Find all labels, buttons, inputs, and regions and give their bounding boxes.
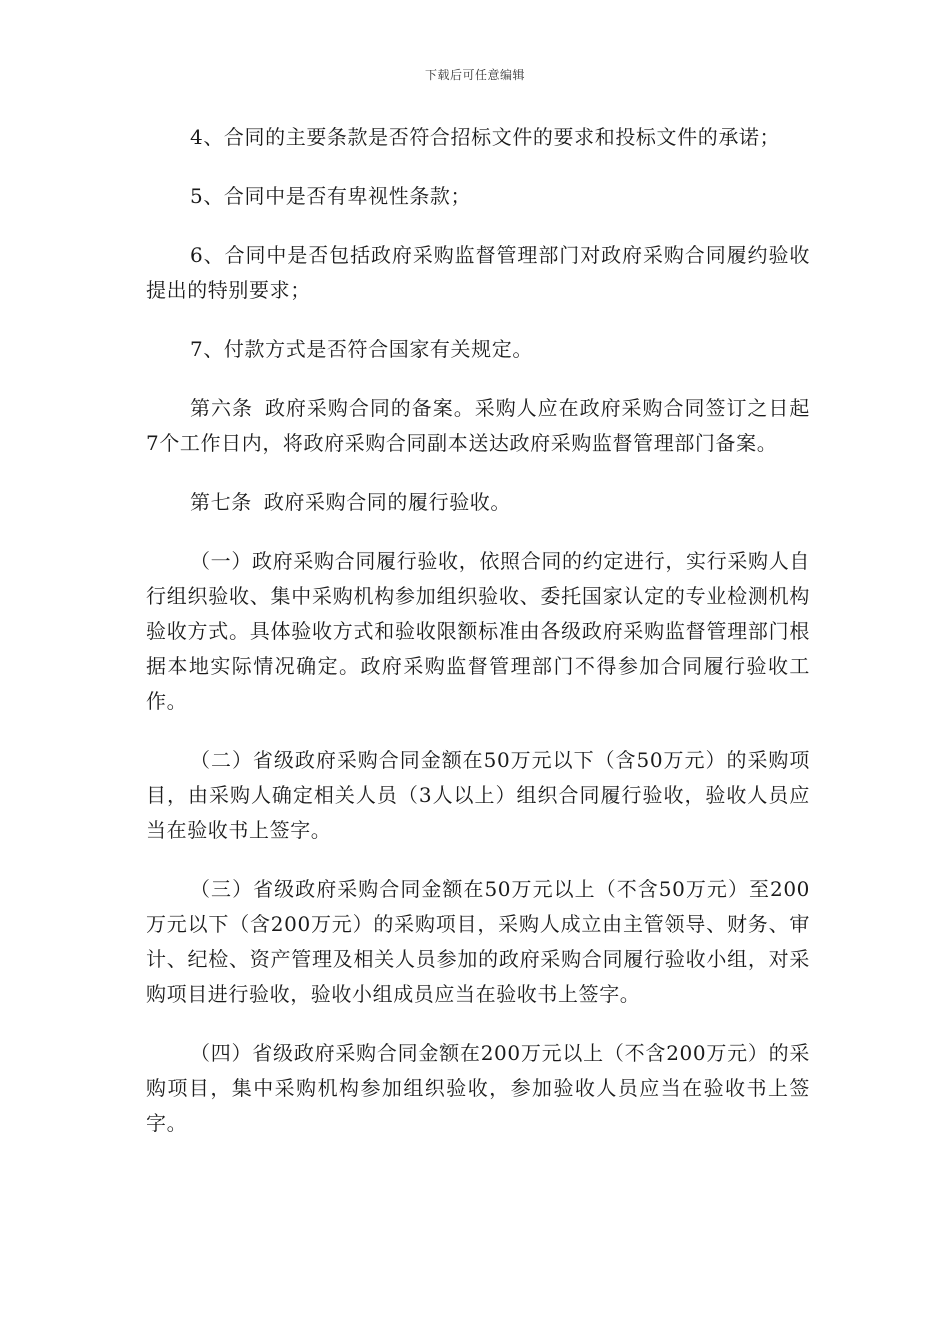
paragraph-text: 政府采购合同的备案。采购人应在政府采购合同签订之日起7个工作日内，将政府采购合同副本送达政府采购监督管理部门备案。 <box>146 396 810 455</box>
clause-item-4 <box>146 120 810 155</box>
paragraph-text: 政府采购合同的履行验收。 <box>263 490 512 514</box>
paragraph-text: （四）省级政府采购合同金额在200万元以上（不含200万元）的采购项目，集中采购机构参加组织验收，参加验收人员应当在验收书上签字。 <box>146 1041 810 1135</box>
paragraph-text: 6、合同中是否包括政府采购监督管理部门对政府采购合同履约验收提出的特别要求； <box>146 243 810 302</box>
article-6 <box>146 391 810 461</box>
sub-clause-4 <box>146 1036 810 1141</box>
sub-clause-3 <box>146 872 810 1012</box>
clause-item-5 <box>146 179 810 214</box>
paragraph-text: （二）省级政府采购合同金额在50万元以下（含50万元）的采购项目，由采购人确定相关人员（3人以上）组织合同履行验收，验收人员应当在验收书上签字。 <box>146 748 810 842</box>
paragraph-text: 5、合同中是否有卑视性条款； <box>190 184 472 208</box>
paragraph-text: （三）省级政府采购合同金额在50万元以上（不含50万元）至200万元以下（含200万元）的采购项目，采购人成立由主管领导、财务、审计、纪检、资产管理及相关人员参加的政府采购合同履行验收小组，对采购项目进行验收，验收小组成员应当在验收书上签字。 <box>146 877 810 1006</box>
clause-item-6 <box>146 238 810 308</box>
paragraph-text: 7、付款方式是否符合国家有关规定。 <box>190 337 533 361</box>
sub-clause-1 <box>146 544 810 719</box>
clause-item-7 <box>146 332 810 367</box>
sub-clause-2 <box>146 743 810 848</box>
document-body <box>146 120 810 1165</box>
page-header: 下载后可任意编辑 <box>424 68 525 82</box>
article-7 <box>146 485 810 520</box>
paragraph-text: 4、合同的主要条款是否符合招标文件的要求和投标文件的承诺； <box>190 125 781 149</box>
paragraph-text: （一）政府采购合同履行验收，依照合同的约定进行，实行采购人自行组织验收、集中采购机构参加组织验收、委托国家认定的专业检测机构验收方式。具体验收方式和验收限额标准由各级政府采购监督管理部门根据本地实际情况确定。政府采购监督管理部门不得参加合同履行验收工作。 <box>146 549 810 713</box>
article-number: 第六条 <box>190 396 253 420</box>
article-number: 第七条 <box>190 490 252 514</box>
